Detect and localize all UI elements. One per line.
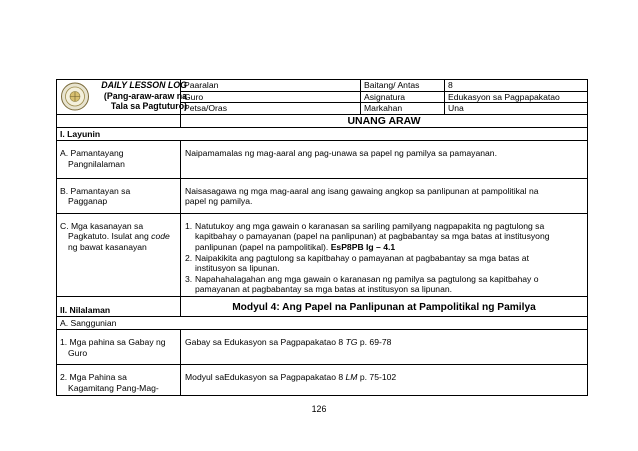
reference-2-text <box>181 365 588 396</box>
quarter-label: Markahan <box>361 103 445 115</box>
list-item-number: 1. <box>185 220 193 231</box>
objective-b-text-line2: papel ng pamilya. <box>185 196 253 207</box>
reference-2-text-c: p. 75-102 <box>357 372 397 383</box>
list-item-line: Naipakikita ang pagtulong sa kapitbahay o pamayanan at pagbabantay sa mga batas at <box>195 252 529 263</box>
objective-b-label-line2: Pagganap <box>68 196 108 207</box>
reference-2-label <box>57 365 181 396</box>
date-time-label: Petsa/Oras <box>181 103 361 115</box>
reference-1-text-b: TG <box>345 337 358 348</box>
references-row <box>57 316 588 330</box>
teacher-label: Guro <box>181 91 361 103</box>
daily-lesson-log-table <box>56 79 588 396</box>
reference-1-text-c: p. 69-78 <box>357 337 392 348</box>
list-item <box>185 274 584 295</box>
reference-1-text <box>181 330 588 365</box>
grade-level-label: Baitang/ Antas <box>361 80 445 92</box>
objective-row-c <box>57 213 588 296</box>
quarter-value: Una <box>445 103 588 115</box>
reference-2-label-line1: 2. Mga Pahina sa <box>60 372 127 383</box>
title-line-3: Tala sa Pagtuturo) <box>110 101 187 112</box>
objective-a-label-line1: A. Pamantayang <box>60 148 124 159</box>
objective-a-label <box>57 141 181 178</box>
list-item <box>185 253 584 274</box>
objective-c-label-line3: ng bawat kasanayan <box>68 241 147 252</box>
objective-a-text: Naipamamalas ng mag-aaral ang pag-unawa sa papel ng pamilya sa pamayanan. <box>181 141 588 178</box>
references-subheading: A. Sanggunian <box>57 316 588 330</box>
header-row-school <box>57 80 588 92</box>
reference-1-text-a: Gabay sa Edukasyon sa Pagpapakatao 8 <box>185 337 346 348</box>
reference-1-label-line2: Guro <box>68 347 88 358</box>
reference-2-label-line2: Kagamitang Pang-Mag- <box>68 382 159 393</box>
reference-row-1 <box>57 330 588 365</box>
title-line-2: (Pang-araw-araw na <box>103 90 187 101</box>
objective-b-text <box>181 178 588 213</box>
objective-a-label-line2: Pangnilalaman <box>68 158 125 169</box>
list-item-line: Napahahalagahan ang mga gawain o karanasan ng pamilya sa pagtulong sa kapitbahay o <box>195 273 539 284</box>
objective-b-text-line1: Naisasagawa ng mga mag-aaral ang isang gawaing angkop sa panlipunan at pampolitikal na <box>185 185 539 196</box>
subject-label: Asignatura <box>361 91 445 103</box>
list-item-line: pamayanan at pagbabantay sa mga batas at institusyon sa lipunan. <box>195 284 453 295</box>
objective-c-label-line2-text: Pagkatuto. Isulat ang <box>68 231 152 242</box>
reference-2-text-b: LM <box>345 372 358 383</box>
day-label: UNANG ARAW <box>181 114 588 127</box>
list-item-line: kapitbahay o pamayanan (papel na panlipunan) at pagbabantay sa mga batas at institusyong <box>195 231 550 242</box>
objective-c-label-line1: C. Mga kasanayan sa <box>60 220 144 231</box>
section-content-row <box>57 296 588 316</box>
reference-row-2 <box>57 365 588 396</box>
objective-c-label-line2 <box>60 231 177 242</box>
list-item-number: 2. <box>185 252 193 263</box>
section-objectives-title: I. Layunin <box>57 127 588 141</box>
section-objectives-row <box>57 127 588 141</box>
reference-2-text-a: Modyul saEdukasyon sa Pagpapakatao 8 <box>185 372 346 383</box>
list-item-number: 3. <box>185 273 193 284</box>
list-item <box>185 221 584 253</box>
module-title: Modyul 4: Ang Papel na Panlipunan at Pampolitikal ng Pamilya <box>181 296 588 316</box>
school-label: Paaralan <box>181 80 361 92</box>
list-item-line: institusyon sa lipunan. <box>195 263 280 274</box>
reference-1-label-line1: 1. Mga pahina sa Gabay ng <box>60 337 166 348</box>
day-row-blank <box>57 114 181 127</box>
objective-c-label-code-word: code <box>151 231 170 242</box>
document-title <box>87 80 187 112</box>
reference-1-label <box>57 330 181 365</box>
objective-b-label-line1: B. Pamantayan sa <box>60 185 131 196</box>
section-content-title: II. Nilalaman <box>57 296 181 316</box>
page-number: 126 <box>311 404 327 414</box>
list-item-line: Natutukoy ang mga gawain o karanasan sa sariling pamilyang nagpapakita ng pagtulong sa <box>195 220 545 231</box>
header-title-cell <box>57 80 187 115</box>
objective-c-list <box>181 213 588 296</box>
objective-row-b <box>57 178 588 213</box>
grade-level-value: 8 <box>445 80 588 92</box>
objective-b-label <box>57 178 181 213</box>
title-line-1: DAILY LESSON LOG <box>101 80 187 90</box>
competency-code: EsP8PB Ig – 4.1 <box>330 241 396 252</box>
objective-row-a <box>57 141 588 178</box>
subject-value: Edukasyon sa Pagpapakatao <box>445 91 588 103</box>
objective-c-label <box>57 213 181 296</box>
day-row <box>57 114 588 127</box>
list-item-line: panlipunan (papel na pampolitikal). <box>195 241 331 252</box>
